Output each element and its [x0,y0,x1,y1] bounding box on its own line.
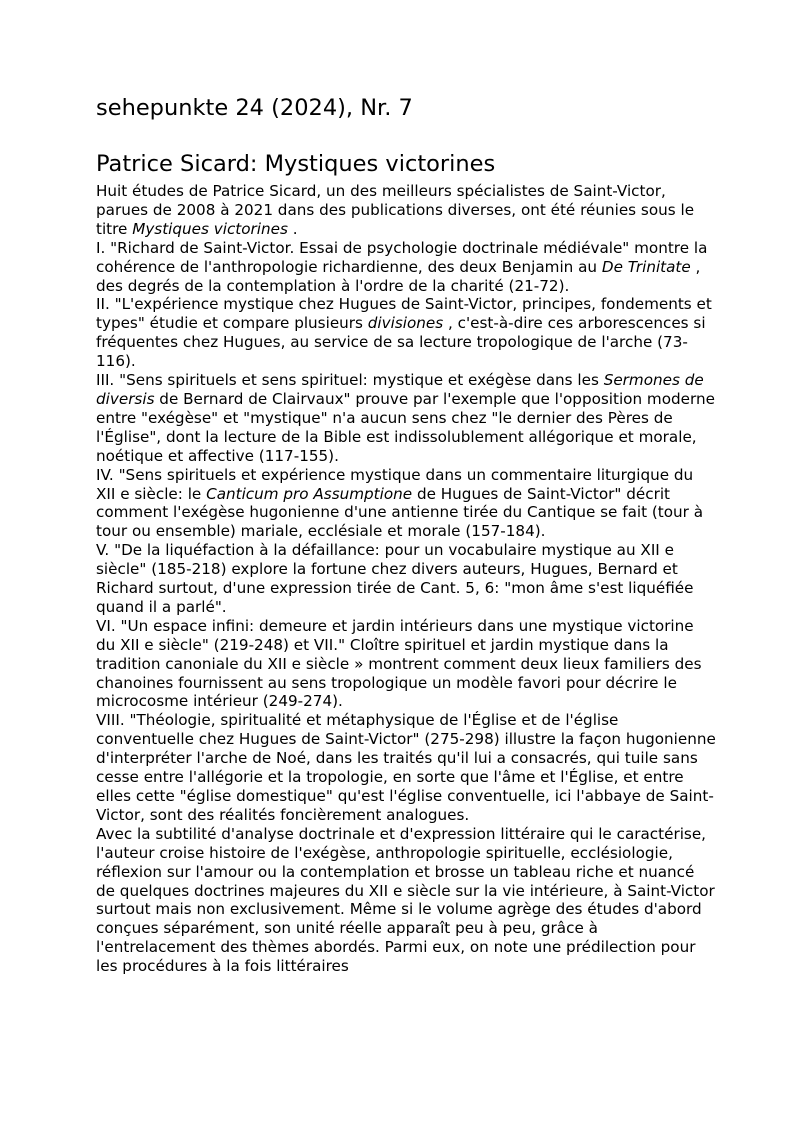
paragraph-study-8: VIII. "Théologie, spiritualité et métaphysique de l'Église et de l'église conventuelle chez Hugues de Saint-Victor" (275-298) illustre la façon hugonienne d'interpréter l'arche de Noé, dans les traités qu'il lui a consacrés, qui tuile sans cesse entre l'allégorie et la tropologie, en sorte que l'âme et l'Église, et entre elles cette "église domestique" qu'est l'église conventuelle, ici l'abbaye de Saint-Victor, sont des réalités foncièrement analogues. [96,711,716,824]
review-title: Patrice Sicard: Mystiques victorines [96,151,496,177]
review-body [96,182,716,976]
book-title-italic: Mystiques victorines [132,219,288,238]
paragraph-assessment: Avec la subtilité d'analyse doctrinale et d'expression littéraire qui le caractérise, l'auteur croise histoire de l'exégèse, anthropologie spirituelle, ecclésiologie, réflexion sur l'amour ou la contemplation et brosse un tableau riche et nuancé de quelques doctrines majeures du XII e siècle sur la vie intérieure, à Saint-Victor surtout mais non exclusivement. Même si le volume agrège des études d'abord conçues séparément, son unité réelle apparaît peu à peu, grâce à l'entrelacement des thèmes abordés. Parmi eux, on note une prédilection pour les procédures à la fois littéraires [96,824,715,976]
term-italic: divisiones [367,314,444,333]
paragraph-study-2: II. "L'expérience mystique chez Hugues de Saint-Victor, principes, fondements et types" étudie et compare plusieurs divisiones , c'est-à-dire ces arborescences si fréquentes chez Hugues, au service de sa lecture tropologique de l'arche (73-116). [96,295,712,371]
work-title-italic: Sermones de diversis [96,371,704,408]
paragraph-study-1: I. "Richard de Saint-Victor. Essai de psychologie doctrinale médiévale" montre la cohérence de l'anthropologie richardienne, des deux Benjamin au De Trinitate , des degrés de la contemplation à l'ordre de la charité (21-72). [96,238,708,295]
journal-issue-heading: sehepunkte 24 (2024), Nr. 7 [96,95,413,121]
work-title-italic: De Trinitate [601,257,691,276]
work-title-italic: Canticum pro Assumptione [206,484,413,503]
paragraph-study-5: V. "De la liquéfaction à la défaillance: pour un vocabulaire mystique au XII e siècle" (185-218) explore la fortune chez divers auteurs, Hugues, Bernard et Richard surtout, d'une expression tirée de Cant. 5, 6: "mon âme s'est liquéfiée quand il a parlé". [96,541,694,616]
paragraph-intro: Huit études de Patrice Sicard, un des meilleurs spécialistes de Saint-Victor, parues de 2008 à 2021 dans des publications diverses, ont été réunies sous le titre Mystiques victorines . [96,182,695,238]
paragraph-study-6-7: VI. "Un espace infini: demeure et jardin intérieurs dans une mystique victorine du XII e siècle" (219-248) et VII." Cloître spirituel et jardin mystique dans la tradition canoniale du XII e siècle » montrent comment deux lieux familiers des chanoines fournissent au sens tropologique un modèle favori pour décrire le microcosme intérieur (249-274). [96,616,702,711]
paragraph-study-3: III. "Sens spirituels et sens spirituel: mystique et exégèse dans les Sermones de diversis de Bernard de Clairvaux" prouve par l'exemple que l'opposition moderne entre "exégèse" et "mystique" n'a aucun sens chez "le dernier des Pères de l'Église", dont la lecture de la Bible est indissolublement allégorique et morale, noétique et affective (117-155). [96,371,715,465]
paragraph-study-4: IV. "Sens spirituels et expérience mystique dans un commentaire liturgique du XII e siècle: le Canticum pro Assumptione de Hugues de Saint-Victor" décrit comment l'exégèse hugonienne d'une antienne tirée du Cantique se fait (tour à tour ou ensemble) mariale, ecclésiale et morale (157-184). [96,465,704,541]
